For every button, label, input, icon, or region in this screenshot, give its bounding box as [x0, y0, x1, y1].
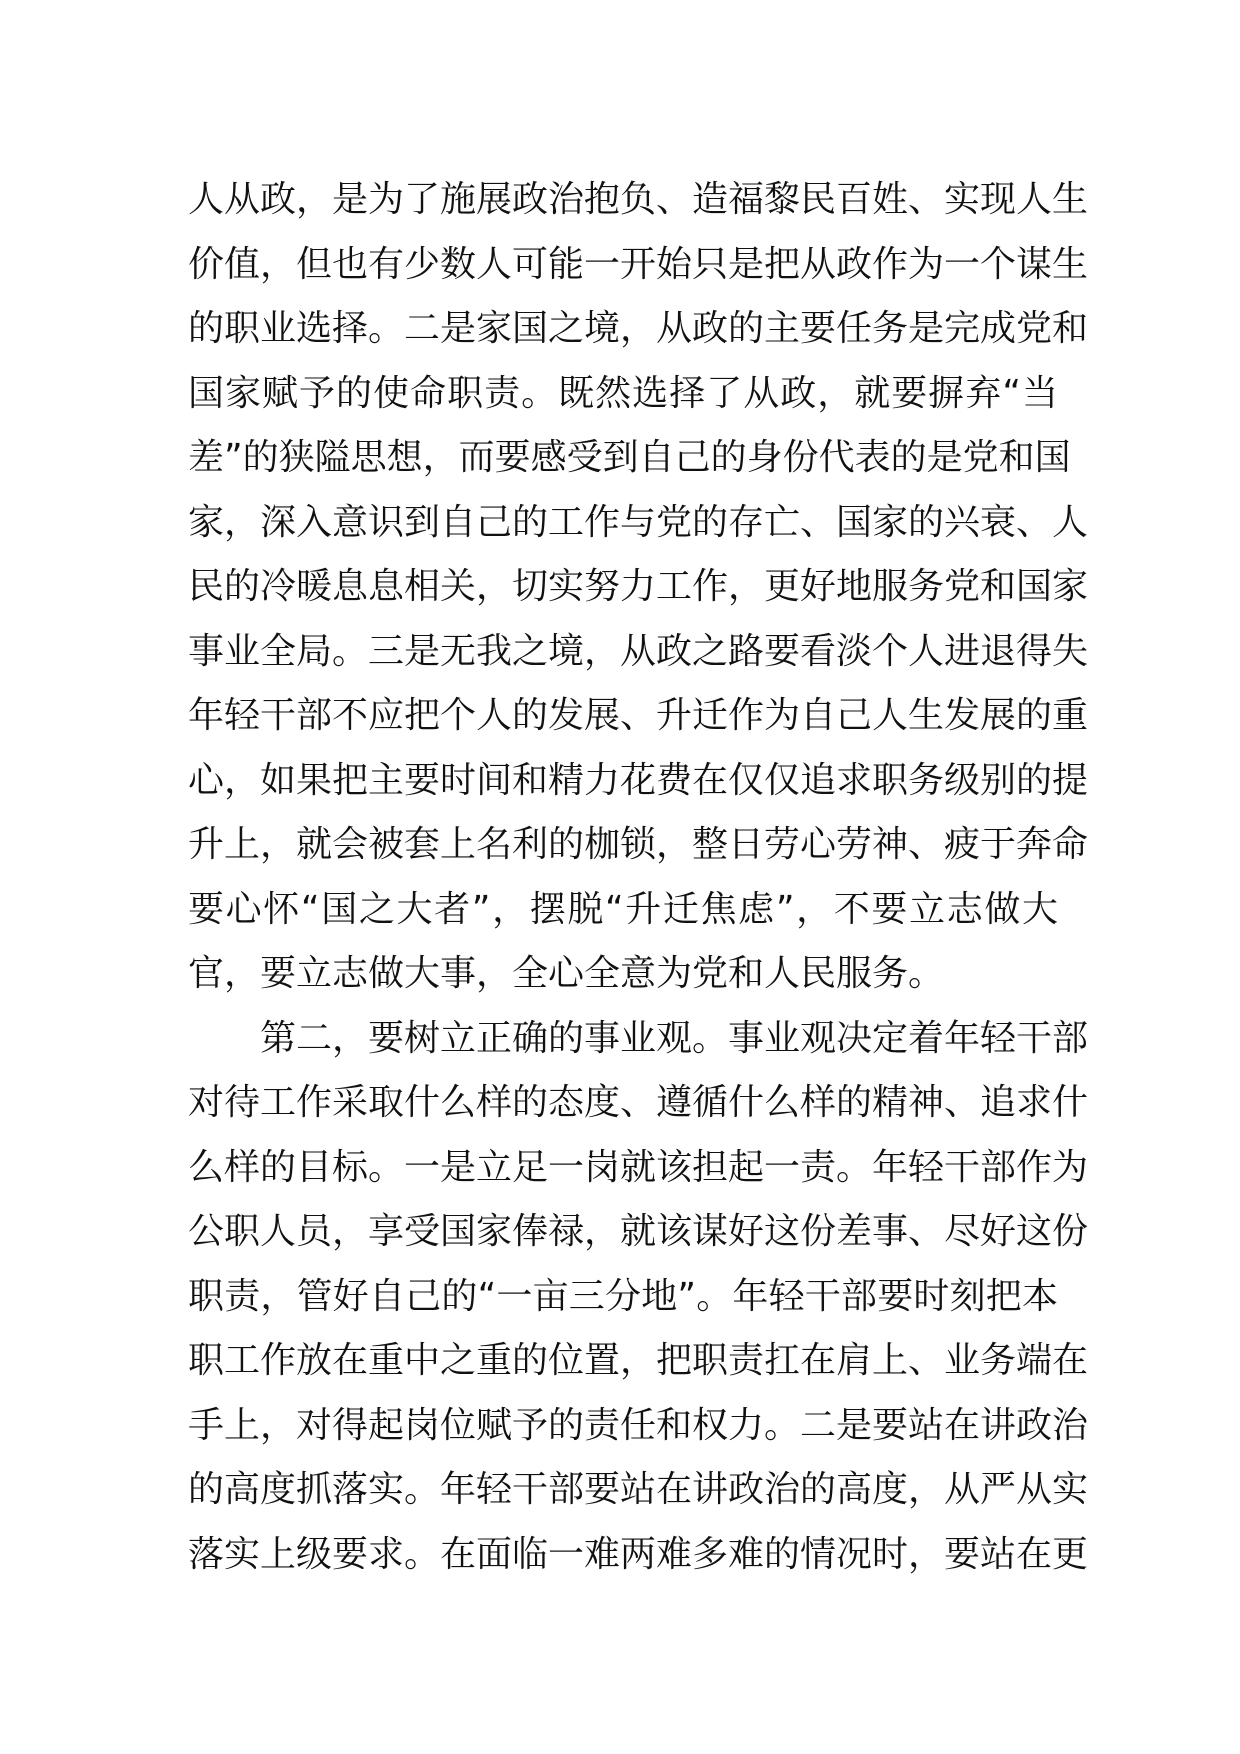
text-line: 民的冷暖息息相关，切实努力工作，更好地服务党和国家: [188, 566, 1089, 607]
text-line: 公职人员，享受国家俸禄，就该谋好这份差事、尽好这份: [188, 1211, 1089, 1252]
text-line: 国家赋予的使命职责。既然选择了从政，就要摒弃“当: [188, 372, 1058, 414]
text-line: 职责，管好自己的“一亩三分地”。年轻干部要时刻把本: [188, 1275, 1058, 1317]
text-line: 价值，但也有少数人可能一开始只是把从政作为一个谋生: [188, 243, 1089, 285]
text-line: 么样的目标。一是立足一岗就该担起一责。年轻干部作为: [188, 1146, 1089, 1188]
document-body-text: [188, 168, 1089, 1587]
text-line: 的职业选择。二是家国之境，从政的主要任务是完成党和: [188, 308, 1089, 349]
text-line: 差”的狭隘思想，而要感受到自己的身份代表的是党和国: [188, 437, 1071, 478]
text-line: 的高度抓落实。年轻干部要站在讲政治的高度，从严从实: [188, 1469, 1089, 1510]
text-line: 升上，就会被套上名利的枷锁，整日劳心劳神、疲于奔命: [188, 824, 1089, 865]
text-line: 人从政，是为了施展政治抱负、造福黎民百姓、实现人生: [188, 179, 1089, 220]
text-line: 手上，对得起岗位赋予的责任和权力。二是要站在讲政治: [188, 1404, 1089, 1446]
text-line: 心，如果把主要时间和精力花费在仅仅追求职务级别的提: [188, 759, 1089, 801]
text-line: 官，要立志做大事，全心全意为党和人民服务。: [188, 953, 945, 994]
text-line: 职工作放在重中之重的位置，把职责扛在肩上、业务端在: [188, 1340, 1089, 1381]
text-line: 对待工作采取什么样的态度、遵循什么样的精神、追求什: [188, 1082, 1089, 1123]
text-line: 年轻干部不应把个人的发展、升迁作为自己人生发展的重: [188, 695, 1089, 736]
text-line: 落实上级要求。在面临一难两难多难的情况时，要站在更: [188, 1533, 1089, 1575]
text-line: 事业全局。三是无我之境，从政之路要看淡个人进退得失: [188, 630, 1089, 672]
text-line: 家，深入意识到自己的工作与党的存亡、国家的兴衰、人: [188, 501, 1089, 543]
text-line: 要心怀“国之大者”，摆脱“升迁焦虑”，不要立志做大: [188, 888, 1058, 930]
paragraph-first-line: 第二，要树立正确的事业观。事业观决定着年轻干部: [260, 1017, 1089, 1059]
